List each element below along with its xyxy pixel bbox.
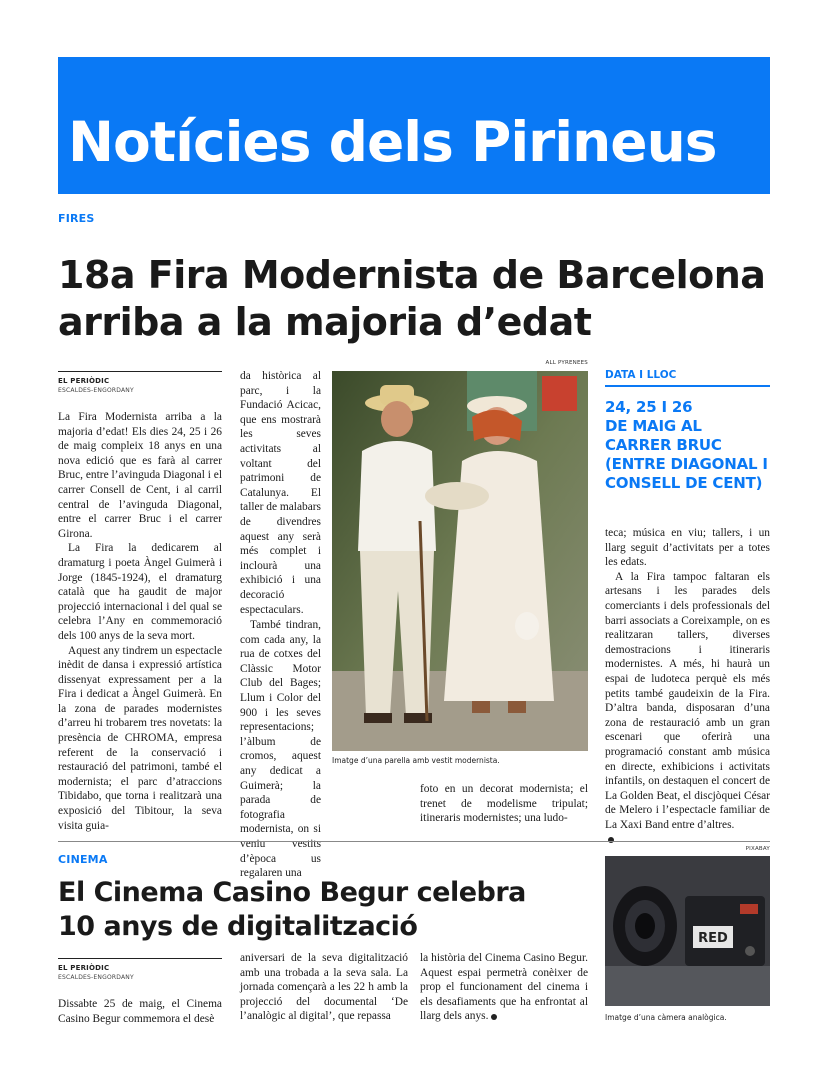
camera-photo[interactable] [605,856,770,1006]
infobox-rule [605,385,770,387]
section-divider [58,841,770,842]
infobox-text [605,398,780,493]
article1-column-3 [420,782,588,826]
photo-caption: Imatge d’una parella amb vestit modernista. [332,756,500,765]
camera-brand-label: RED [698,931,728,946]
article1-headline[interactable] [58,252,765,346]
section-tag-fires: FIRES [58,212,95,225]
camera-photo-illustration [605,856,770,1006]
article2-col3-text: la història del Cinema Casino Begur. Aquest espai permetrà conèixer de prop el funcionament del cinema i els desafiaments que ha enfrontat al llarg dels anys. [420,952,588,1023]
article2-column-3 [420,951,588,1024]
article1-column-1 [58,410,222,833]
byline-rule [58,371,222,372]
infobox-line: CARRER BRUC [605,436,722,454]
byline-name: EL PERIÒDIC [58,964,110,972]
infobox-line: CONSELL DE CENT) [605,474,763,492]
paragraph: aniversari de la seva digitalització amb una trobada a la seva sala. La jornada començarà a les 22 h amb la projecció del documental ‘De l’analògic al digital’, que repassa [240,952,408,1023]
article2-column-2 [240,951,408,1024]
paragraph: da històrica al parc, i la Fundació Acicac, que ens mostrarà les seves activitats al voltant del patrimoni de Catalunya. El taller de malabars de divendres aquest any serà més complet i inclourà una exhibició i una decoració espectaculars. [240,370,321,616]
photo-caption: Imatge d’una càmera analògica. [605,1013,727,1022]
end-mark-icon [491,1014,497,1020]
masthead-title: Notícies dels Pirineus [68,110,717,174]
byline-location: ESCALDES-ENGORDANY [58,974,134,981]
paragraph: Aquest any tindrem un espectacle inèdit de dansa i expressió artística dissenyat expressament per a la Fira i dedicat a Àngel Guimerà. En la zona de parades modernistes d’arreu hi trobarem tres novetats: la presència de CHROMA, empresa referent de la conservació i restauració del patrimoni, també el modernista; el parc d’atraccions Tibidabo, que torna i realitzarà una exposició del Tibitour, la seva visita guia- [58,644,222,832]
masthead [58,57,770,194]
paragraph: teca; música en viu; tallers, i un llarg seguit d’activitats per a totes les edats. [605,527,770,569]
infobox-line: DE MAIG AL [605,417,702,435]
article2-headline-line2: 10 anys de digitalització [58,911,418,942]
infobox-tag: DATA I LLOC [605,369,677,381]
article1-column-2 [240,369,321,617]
infobox-line: 24, 25 I 26 [605,398,693,416]
photo-credit: PIXABAY [745,846,770,852]
paragraph: També tindran, com cada any, la rua de cotxes del Clàssic Motor Club del Bages; Llum i Color del 900 i les seves representacions; l’àlbum de cromos, aquest any dedicat a Guimerà; la parada de fotografia modernista, on si veniu vestits d’època us regalaren una [240,619,321,880]
byline-rule [58,958,222,959]
paragraph: A la Fira tampoc faltaran els artesans i les parades dels comerciants i dels professionals del barri associats a Coreixample, on es realitzaran tallers, diverses demostracions i itineraris modernistes. A més, hi haurà un espai de ludoteca perquè els més petits també gaudeixin de la Fira. D’altra banda, disposaran d’una zona de restauració amb un gran escenari que oferirà una programació constant amb música en directe, exhibicions i activitats infantils, on destaquen el concert de La Golden Beat, el discjòquei César de Melero i l’espectacle familiar de La Xaxi Band entre d’altres. [605,570,770,831]
couple-photo[interactable] [332,371,588,751]
couple-photo-illustration [332,371,588,751]
article2-column-1 [58,997,222,1026]
article1-column-4 [605,526,770,847]
paragraph [420,951,588,1024]
article2-headline[interactable] [58,876,526,944]
article1-headline-line2: arriba a la majoria d’edat [58,300,592,344]
photo-credit: ALL PYRENEES [545,360,588,366]
infobox-line: (ENTRE DIAGONAL I [605,455,768,473]
byline-location: ESCALDES-ENGORDANY [58,387,134,394]
paragraph: Dissabte 25 de maig, el Cinema Casino Begur commemora el desè [58,998,222,1025]
paragraph: La Fira la dedicarem al dramaturg i poeta Àngel Guimerà i Jorge (1845-1924), el dramaturg català que ha gaudit de major projecció internacional i del qual se celebra l’Any en commemoració dels 100 anys de la seva mort. [58,542,222,642]
paragraph: La Fira Modernista arriba a la majoria d’edat! Els dies 24, 25 i 26 de maig compleix 18 anys en una nova edició que es farà al carrer Bruc, entre l’avinguda Diagonal i el carrer Consell de Cent, i al carril central de l’avinguda Diagonal, entre el carrer Bruc i el carrer Girona. [58,411,222,540]
section-tag-cinema: CINEMA [58,853,108,866]
article1-headline-line1: 18a Fira Modernista de Barcelona [58,253,766,297]
byline-name: EL PERIÒDIC [58,377,110,385]
article2-headline-line1: El Cinema Casino Begur celebra [58,877,526,908]
paragraph: foto en un decorat modernista; el trenet de modelisme tripulat; itineraris modernistes; una ludo- [420,783,588,825]
